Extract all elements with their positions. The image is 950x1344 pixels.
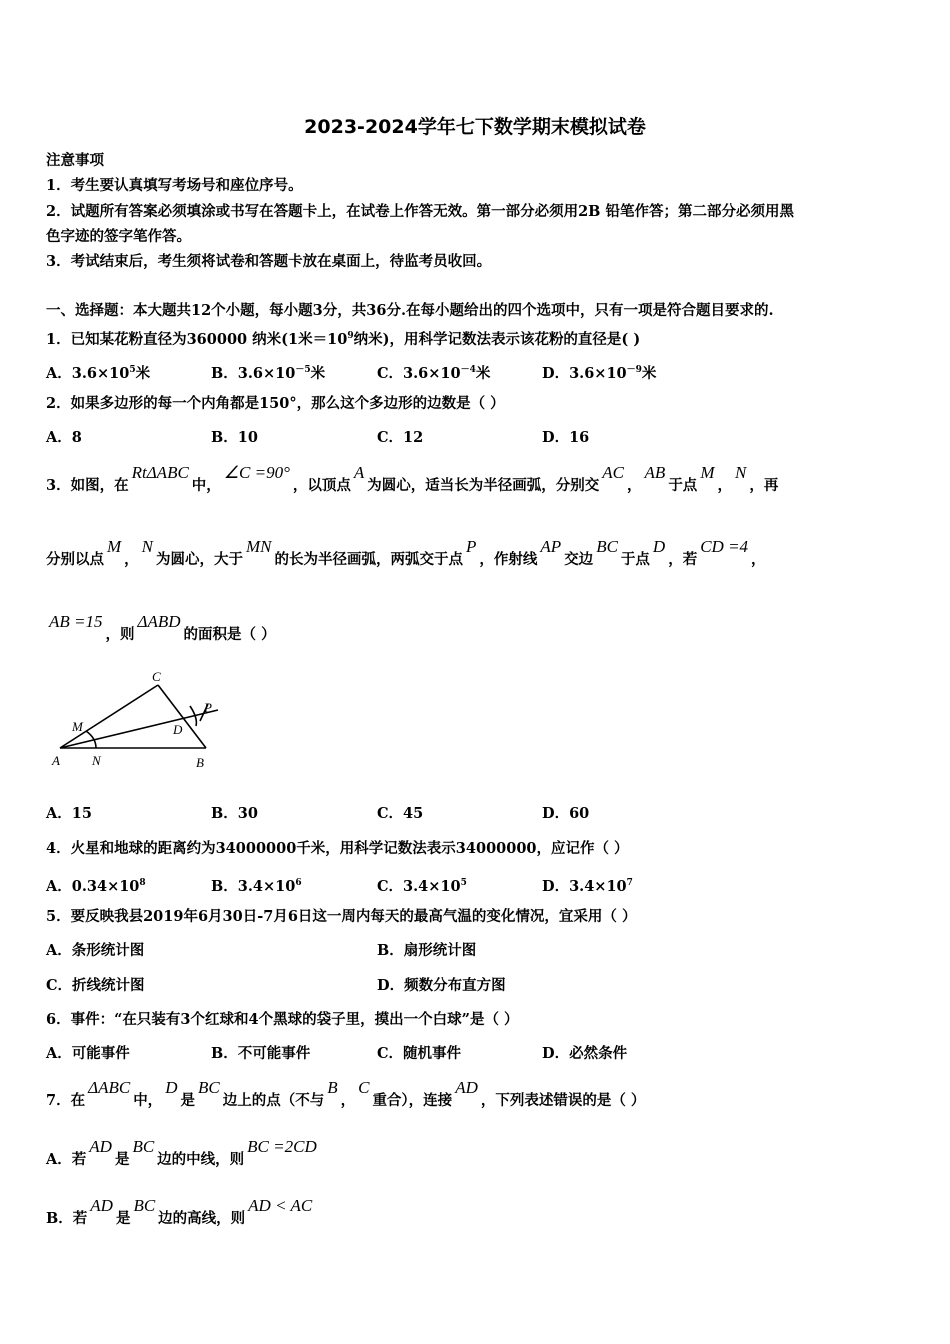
notice-item: 1．考生要认真填写考场号和座位序号。	[46, 177, 303, 194]
question-4-stem: 4．火星和地球的距离约为34000000千米，用科学记数法表示34000000，应记作（ ）	[46, 840, 629, 857]
option-b[interactable]: B．$3.4\times 10^6$	[211, 878, 302, 895]
arc-mn	[86, 731, 96, 748]
question-7-stem: 7．在ΔABC中，D是BC边上的点（不与B，C重合），连接AD，下列表述错误的是（ ）	[46, 1078, 646, 1109]
option-b[interactable]: B．若AD是BC边的高线，则AD < AC	[46, 1196, 313, 1227]
page-title: 2023-2024学年七下数学期末模拟试卷	[304, 116, 646, 138]
option-a[interactable]: A．8	[46, 429, 82, 446]
label-b: B	[196, 755, 204, 770]
notice-heading: 注意事项	[46, 152, 104, 169]
question-3-stem-line3: AB =15，则ΔABD的面积是（ ）	[49, 612, 276, 643]
question-5-stem: 5．要反映我县2019年6月30日-7月6日这一周内每天的最高气温的变化情况，宜采用（ ）	[46, 908, 637, 925]
label-c: C	[152, 669, 161, 684]
option-b[interactable]: B．不可能事件	[211, 1045, 311, 1062]
side-cb	[158, 685, 206, 748]
option-d[interactable]: D．$3.4\times 10^7$	[542, 878, 633, 895]
option-b[interactable]: B．扇形统计图	[377, 942, 477, 959]
option-a[interactable]: A．15	[46, 805, 92, 822]
question-1-stem: 1．已知某花粉直径为360000 纳米(1米$=10^9$纳米)，用科学记数法表示该花粉的直径是( )	[46, 331, 641, 348]
label-n: N	[92, 753, 101, 768]
option-a[interactable]: A．$3.6\times 10^5$米	[46, 365, 151, 382]
option-a[interactable]: A．条形统计图	[46, 942, 145, 959]
option-a[interactable]: A．可能事件	[46, 1045, 130, 1062]
notice-item: 3．考试结束后，考生须将试卷和答题卡放在桌面上，待监考员收回。	[46, 253, 492, 270]
option-d[interactable]: D．$3.6\times 10^{-9}$米	[542, 365, 657, 382]
option-c[interactable]: C．12	[377, 429, 424, 446]
label-a: A	[52, 753, 60, 768]
option-c[interactable]: C．随机事件	[377, 1045, 462, 1062]
triangle-figure	[46, 668, 236, 773]
option-d[interactable]: D．60	[542, 805, 590, 822]
option-a[interactable]: A．若AD是BC边的中线，则BC =2CD	[46, 1137, 317, 1168]
option-c[interactable]: C．45	[377, 805, 424, 822]
label-p: P	[204, 700, 212, 715]
question-6-stem: 6．事件：“在只装有3个红球和4个黑球的袋子里，摸出一个白球”是（ ）	[46, 1011, 519, 1028]
option-c[interactable]: C．$3.6\times 10^{-4}$米	[377, 365, 491, 382]
question-3-stem-line2: 分别以点M，N为圆心，大于MN的长为半径画弧，两弧交于点P，作射线AP交边BC于点D，若CD =4，	[46, 537, 766, 568]
option-c[interactable]: C．折线统计图	[46, 977, 145, 994]
option-b[interactable]: B．10	[211, 429, 258, 446]
question-2-stem: 2．如果多边形的每一个内角都是150°，那么这个多边形的边数是（ ）	[46, 395, 505, 412]
label-d: D	[173, 722, 183, 737]
section-heading: 一、选择题：本大题共12个小题，每小题3分，共36分.在每小题给出的四个选项中，只有一项是符合题目要求的.	[46, 302, 774, 319]
option-c[interactable]: C．$3.4\times 10^5$	[377, 878, 467, 895]
question-3-stem-line1: 3．如图，在RtΔABC中，∠C =90°，以顶点A为圆心，适当长为半径画弧，分别交AC，AB于点M，N，再	[46, 463, 779, 494]
option-d[interactable]: D．16	[542, 429, 590, 446]
label-m: M	[72, 719, 83, 734]
option-a[interactable]: A．$0.34\times 10^8$	[46, 878, 146, 895]
option-d[interactable]: D．频数分布直方图	[377, 977, 506, 994]
option-b[interactable]: B．30	[211, 805, 258, 822]
notice-item: 2．试题所有答案必须填涂或书写在答题卡上，在试卷上作答无效。第一部分必须用2B 铅笔作答；第二部分必须用黑	[46, 203, 794, 220]
notice-item: 色字迹的签字笔作答。	[46, 228, 191, 245]
side-ac	[60, 685, 158, 748]
option-d[interactable]: D．必然条件	[542, 1045, 628, 1062]
option-b[interactable]: B．$3.6\times 10^{-5}$米	[211, 365, 326, 382]
